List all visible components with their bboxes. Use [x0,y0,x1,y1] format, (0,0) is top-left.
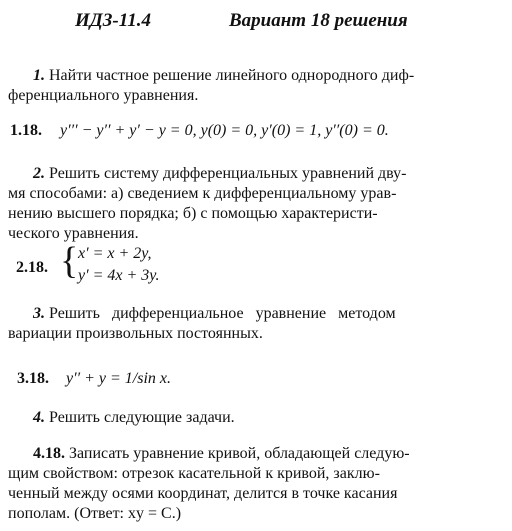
task1-number: 1. [33,67,45,84]
task4-line1 [33,444,410,464]
problem-1-18-number: 1.18. [10,122,42,139]
task2-line1 [33,164,407,184]
task3-text-line2: вариации произвольных постоянных. [8,325,263,342]
system-eq1: x′ = x + 2y, [78,245,152,262]
problem-3-18-number: 3.18. [17,370,49,387]
task4-text: Решить следующие задачи. [49,409,235,426]
problem-3-18-equation: y′′ + y = 1/sin x. [66,370,172,387]
task4-text-line1: Записать уравнение кривой, обладающей следую- [69,445,410,462]
task1-text-line2: ференциального уравнения. [8,87,199,104]
system-brace: { [60,240,79,282]
task4-line [33,408,235,428]
task2-text-line1: Решить систему дифференциальных уравнений дву- [49,165,407,182]
task4-text-line4: пополам. (Ответ: xy = C.) [8,505,182,522]
task1-line1 [33,66,414,86]
task4-text-line3: ченный между осями координат, делится в точке касания [8,485,398,502]
task2-text-line2: мя способами: а) сведением к дифференциальному урав- [8,185,397,202]
system-eq2: y′ = 4x + 3y. [78,267,160,284]
task2-text-line4: ческого уравнения. [8,225,139,242]
task3-number: 3. [33,305,45,322]
task1-text-line1: Найти частное решение линейного однородного диф- [49,67,415,84]
task4-number: 4. [33,409,45,426]
problem-1-18-equation: y′′′ − y′′ + y′ − y = 0, y(0) = 0, y′(0) = 1, y′′(0) = 0. [60,122,389,139]
task4-text-line2: щим свойством: отрезок касательной к кривой, заклю- [8,465,380,482]
header-right: Вариант 18 решения [229,10,408,31]
problem-4-18-number: 4.18. [33,445,65,462]
task3-line1 [33,304,498,324]
task2-text-line3: нению высшего порядка; б) с помощью характеристи- [8,205,378,222]
header-left: ИДЗ-11.4 [75,10,151,31]
task2-number: 2. [33,165,45,182]
task3-text-line1: Решить дифференциальное уравнение методом [49,305,396,322]
problem-2-18-number: 2.18. [16,259,48,276]
